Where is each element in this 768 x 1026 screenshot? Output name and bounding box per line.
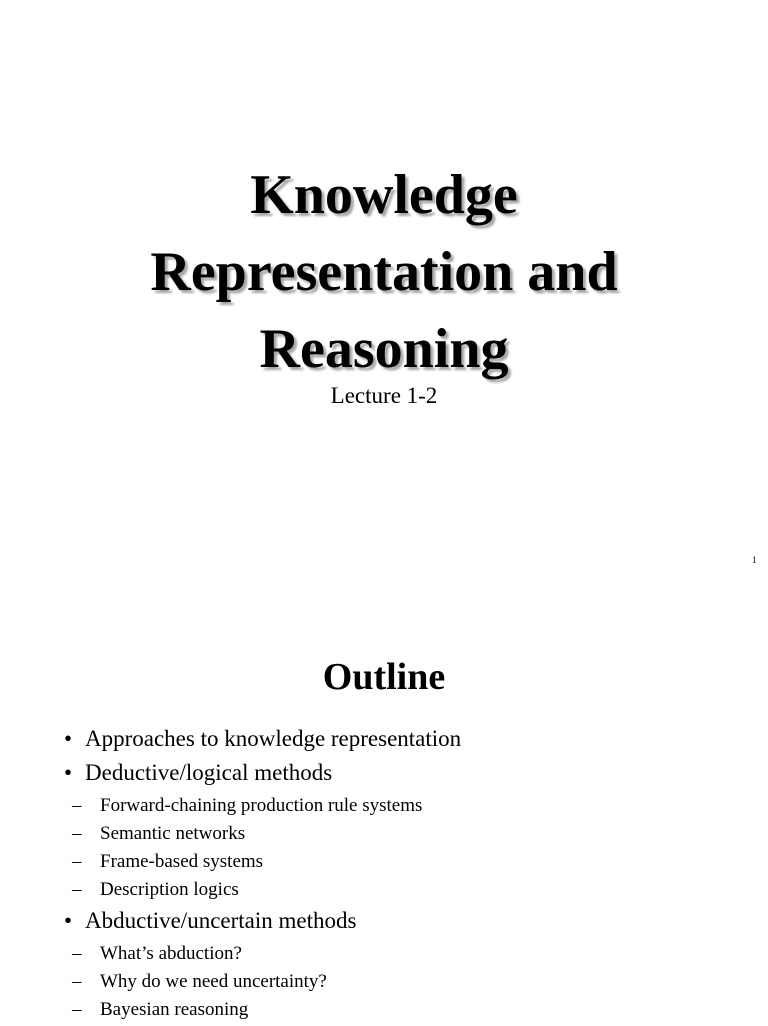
sub-bullet-item [72,820,461,848]
sub-bullet-text: Why do we need uncertainty? [100,971,327,992]
bullet-icon: • [64,908,73,933]
dash-icon: – [72,823,82,844]
bullet-list [64,724,461,1026]
bullet-item [64,758,461,788]
slide-title [0,157,768,388]
sub-bullet-item [72,848,461,876]
dash-icon: – [72,879,82,900]
sub-bullet-list [64,792,461,904]
sub-bullet-text: Description logics [100,879,239,900]
sub-bullet-text: What’s abduction? [100,943,242,964]
dash-icon: – [72,999,82,1020]
slide-title-line: Reasoning [259,318,509,380]
bullet-item [64,724,461,754]
dash-icon: – [72,943,82,964]
bullet-text: Deductive/logical methods [85,760,333,785]
outline-slide [0,600,768,1024]
sub-bullet-item [72,792,461,820]
sub-bullet-text: Semantic networks [100,823,246,844]
sub-bullet-list [64,940,461,1024]
slide-title-line: Knowledge [250,164,518,226]
bullet-text: Abductive/uncertain methods [85,908,357,933]
page-number: 1 [752,555,757,565]
sub-bullet-text: Frame-based systems [100,851,264,872]
sub-bullet-item [72,876,461,904]
slide-title-line: Representation and [150,241,618,303]
sub-bullet-text: Forward-chaining production rule systems [100,795,423,816]
dash-icon: – [72,851,82,872]
sub-bullet-item [72,996,461,1024]
sub-bullet-text: Bayesian reasoning [100,999,249,1020]
sub-bullet-item [72,940,461,968]
sub-bullet-item [72,968,461,996]
bullet-text: Approaches to knowledge representation [85,726,462,751]
slide-subtitle: Lecture 1-2 [330,383,438,408]
outline-title: Outline [322,656,446,698]
dash-icon: – [72,971,82,992]
bullet-icon: • [64,726,73,751]
dash-icon: – [72,795,82,816]
bullet-icon: • [64,760,73,785]
bullet-item [64,906,461,936]
